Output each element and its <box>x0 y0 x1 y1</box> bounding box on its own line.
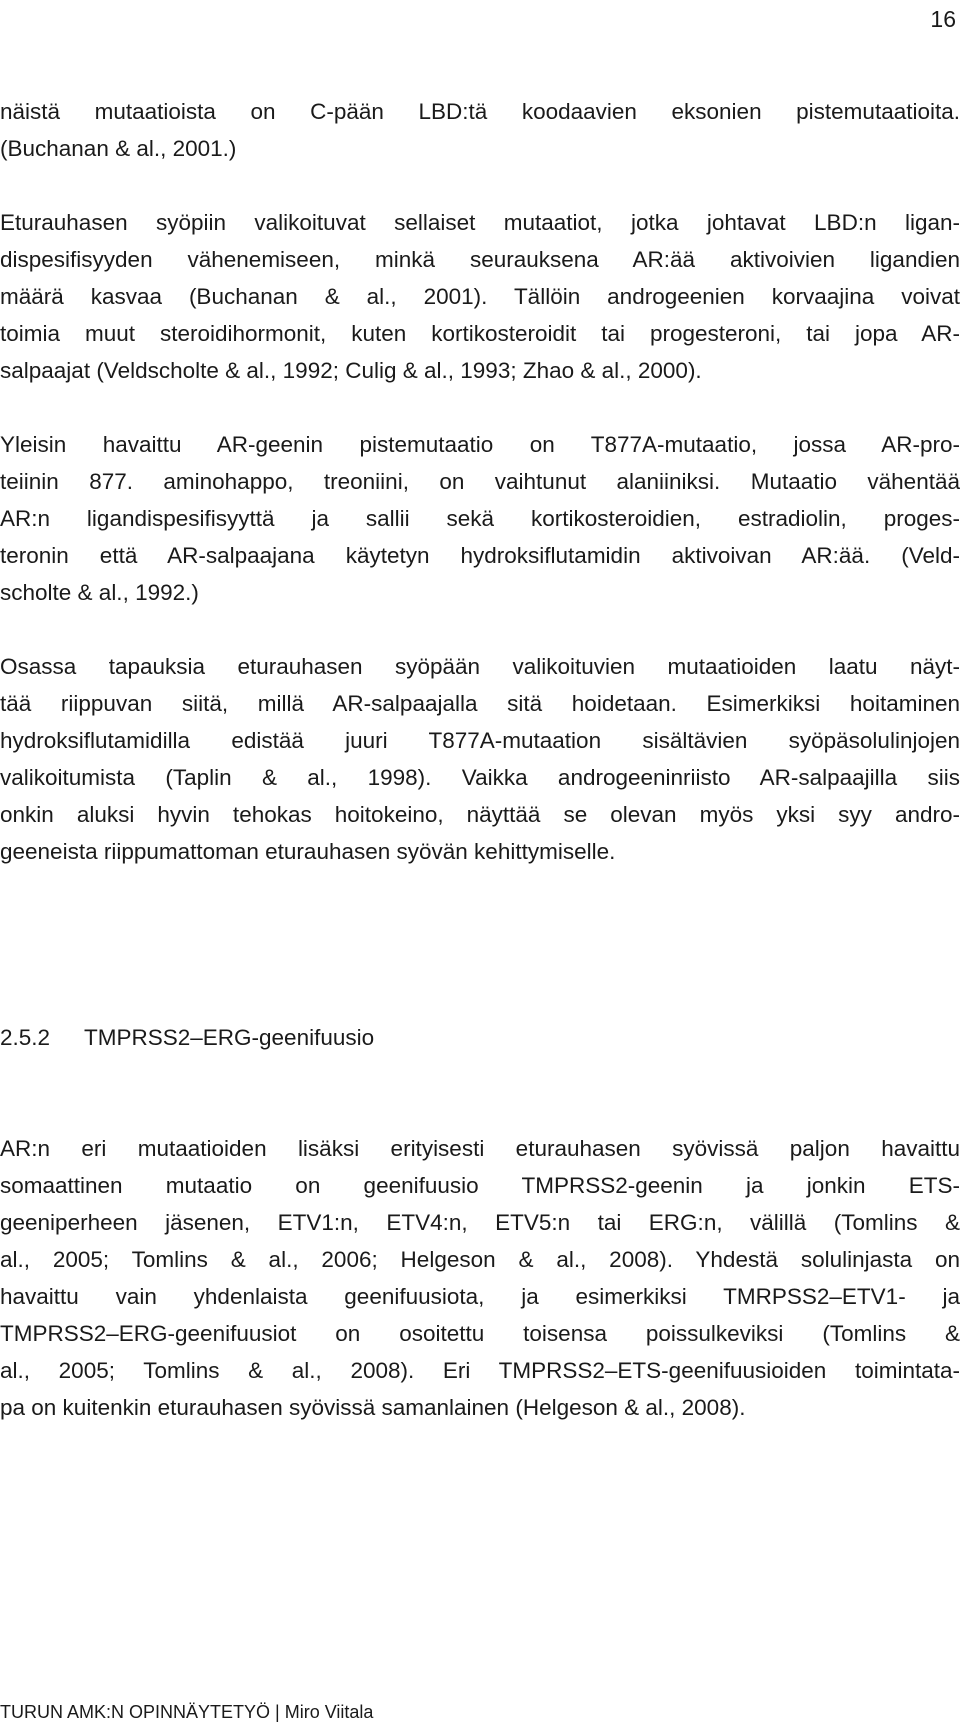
page-footer: TURUN AMK:N OPINNÄYTETYÖ | Miro Viitala <box>0 1702 374 1722</box>
paragraph-line: somaattinen mutaatio on geenifuusio TMPRSS2-geenin ja jonkin ETS- <box>0 1173 960 1198</box>
paragraph-2 <box>0 204 960 389</box>
paragraph-line: al., 2005; Tomlins & al., 2008). Eri TMPRSS2–ETS-geenifuusioiden toimintata- <box>0 1358 960 1383</box>
paragraph-line: tää riippuvan siitä, millä AR-salpaajalla sitä hoidetaan. Esimerkiksi hoitaminen <box>0 691 960 716</box>
paragraph-line: (Buchanan & al., 2001.) <box>0 136 237 161</box>
paragraph-line: onkin aluksi hyvin tehokas hoitokeino, näyttää se olevan myös yksi syy andro- <box>0 802 960 827</box>
paragraph-line: geeniperheen jäsenen, ETV1:n, ETV4:n, ETV5:n tai ERG:n, välillä (Tomlins & <box>0 1210 960 1235</box>
paragraph-5 <box>0 1130 960 1426</box>
paragraph-line: salpaajat (Veldscholte & al., 1992; Culig & al., 1993; Zhao & al., 2000). <box>0 358 702 383</box>
paragraph-line: teiinin 877. aminohappo, treoniini, on vaihtunut alaniiniksi. Mutaatio vähentää <box>0 469 960 494</box>
section-heading <box>0 1019 374 1056</box>
paragraph-line: scholte & al., 1992.) <box>0 580 199 605</box>
paragraph-line: Eturauhasen syöpiin valikoituvat sellaiset mutaatiot, jotka johtavat LBD:n ligan- <box>0 210 960 235</box>
paragraph-line: Yleisin havaittu AR-geenin pistemutaatio on T877A-mutaatio, jossa AR-pro- <box>0 432 960 457</box>
paragraph-line: TMPRSS2–ERG-geenifuusiot on osoitettu toisensa poissulkeviksi (Tomlins & <box>0 1321 960 1346</box>
paragraph-line: AR:n eri mutaatioiden lisäksi erityisesti eturauhasen syövissä paljon havaittu <box>0 1136 960 1161</box>
paragraph-line: pa on kuitenkin eturauhasen syövissä samanlainen (Helgeson & al., 2008). <box>0 1395 746 1420</box>
paragraph-line: valikoitumista (Taplin & al., 1998). Vaikka androgeeninriisto AR-salpaajilla siis <box>0 765 960 790</box>
paragraph-line: havaittu vain yhdenlaista geenifuusiota, ja esimerkiksi TMRPSS2–ETV1- ja <box>0 1284 960 1309</box>
paragraph-line: Osassa tapauksia eturauhasen syöpään valikoituvien mutaatioiden laatu näyt- <box>0 654 960 679</box>
paragraph-line: teronin että AR-salpaajana käytetyn hydroksiflutamidin aktivoivan AR:ää. (Veld- <box>0 543 960 568</box>
section-number: 2.5.2 <box>0 1025 51 1050</box>
paragraph-line: hydroksiflutamidilla edistää juuri T877A-mutaation sisältävien syöpäsolulinjojen <box>0 728 960 753</box>
section-title: TMPRSS2–ERG-geenifuusio <box>84 1025 375 1050</box>
paragraph-3 <box>0 426 960 611</box>
paragraph-line: al., 2005; Tomlins & al., 2006; Helgeson & al., 2008). Yhdestä solulinjasta on <box>0 1247 960 1272</box>
paragraph-1 <box>0 93 960 167</box>
paragraph-line: geeneista riippumattoman eturauhasen syövän kehittymiselle. <box>0 839 616 864</box>
page-number: 16 <box>930 6 956 32</box>
paragraph-line: toimia muut steroidihormonit, kuten kortikosteroidit tai progesteroni, tai jopa AR- <box>0 321 960 346</box>
paragraph-line: määrä kasvaa (Buchanan & al., 2001). Tällöin androgeenien korvaajina voivat <box>0 284 960 309</box>
paragraph-line: näistä mutaatioista on C-pään LBD:tä koodaavien eksonien pistemutaatioita. <box>0 99 960 124</box>
paragraph-4 <box>0 648 960 870</box>
paragraph-line: AR:n ligandispesifisyyttä ja sallii sekä kortikosteroidien, estradiolin, proges- <box>0 506 960 531</box>
paragraph-line: dispesifisyyden vähenemiseen, minkä seurauksena AR:ää aktivoivien ligandien <box>0 247 960 272</box>
